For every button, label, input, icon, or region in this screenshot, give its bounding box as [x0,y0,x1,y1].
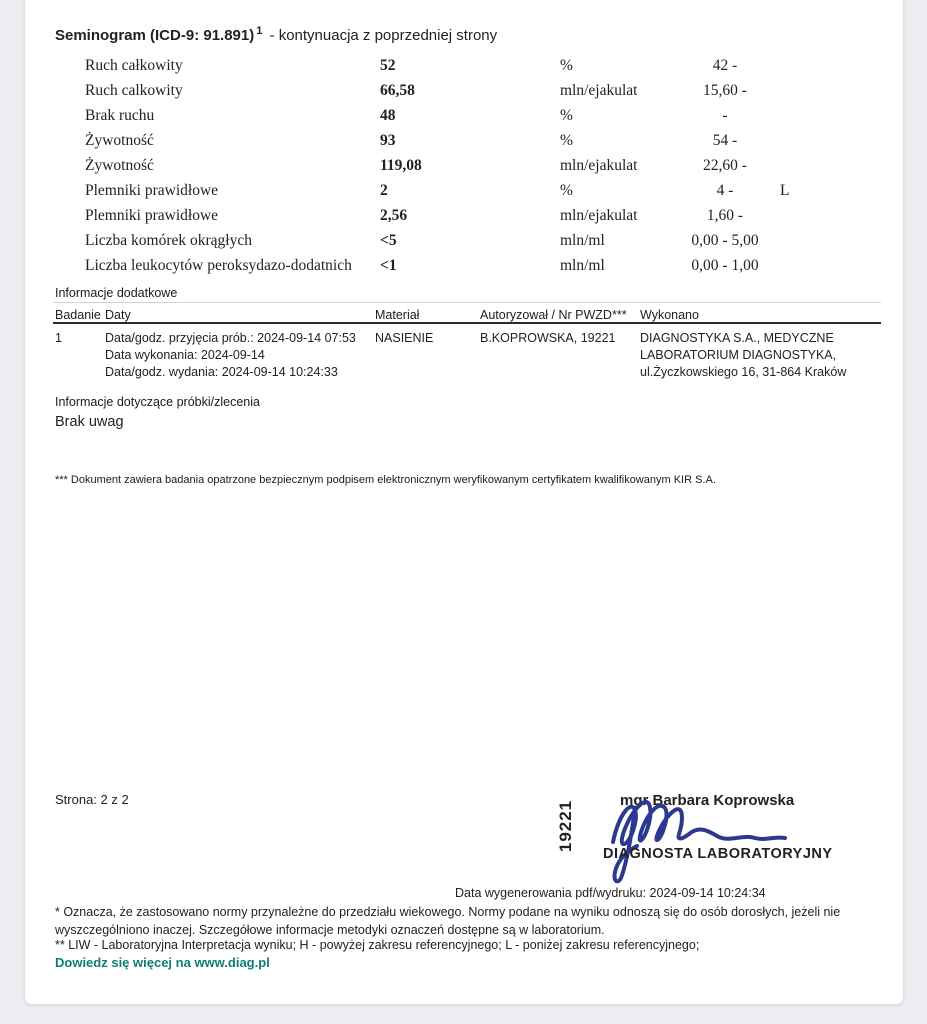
result-value: <1 [380,257,397,274]
results-list [25,57,903,282]
parameter-name: Liczba leukocytów peroksydazo-dodatnich [85,257,352,274]
result-row [25,132,903,157]
date-received: Data/godz. przyjęcia prób.: 2024-09-14 07:53 [105,331,356,345]
result-row [25,232,903,257]
reference-range: 42 - [712,57,738,74]
reference-range: 4 - [716,182,734,199]
title-test-name: Seminogram (ICD-9: 91.891) [55,27,255,44]
parameter-name: Żywotność [85,157,154,174]
signatory-role: DIAGNOSTA LABORATORYJNY [603,846,833,862]
diag-website-link[interactable]: Dowiedz się więcej na www.diag.pl [55,955,270,970]
result-unit: % [560,132,573,149]
parameter-name: Żywotność [85,132,154,149]
title-footnote-marker: 1 [256,25,263,37]
result-unit: mln/ejakulat [560,157,638,174]
col-header-autoryzowal: Autoryzował / Nr PWZD*** [480,308,627,322]
parameter-name: Plemniki prawidłowe [85,182,219,199]
result-unit: % [560,182,573,199]
reference-range: 54 - [712,132,738,149]
result-unit: mln/ml [560,257,605,274]
result-row [25,257,903,282]
parameter-name: Brak ruchu [85,107,155,124]
additional-info-heading: Informacje dodatkowe [55,286,178,300]
authorized-by-cell: B.KOPROWSKA, 19221 [480,331,616,345]
signatory-name: mgr Barbara Koprowska [620,792,795,809]
result-unit: mln/ejakulat [560,207,638,224]
dates-cell [105,330,356,381]
handwritten-signature-icon [585,784,795,884]
result-value: 66,58 [380,82,415,99]
footnote-liw-legend: ** LIW - Laboratoryjna Interpretacja wyniku; H - powyżej zakresu referencyjnego; L - poniżej zakresu referencyjnego; [55,938,700,952]
result-value: <5 [380,232,397,249]
material-cell: NASIENIE [375,331,434,345]
badanie-number: 1 [55,331,62,345]
parameter-name: Liczba komórek okrągłych [85,232,252,249]
result-unit: mln/ml [560,232,605,249]
page-title [55,25,497,44]
result-value: 2 [380,182,388,199]
col-header-daty: Daty [105,308,131,322]
parameter-name: Ruch calkowity [85,82,183,99]
col-header-badanie: Badanie [55,308,101,322]
generated-timestamp: Data wygenerowania pdf/wydruku: 2024-09-14 10:24:34 [455,886,766,900]
result-unit: % [560,107,573,124]
table-header-divider [53,322,881,324]
signature-license-number: 19221 [556,799,575,853]
result-value: 93 [380,132,396,149]
signature-block [545,778,833,886]
certificate-note: *** Dokument zawiera badania opatrzone bezpiecznym podpisem elektronicznym weryfikowanym certyfikatem kwalifikowanym KIR S.A. [55,474,716,486]
result-row [25,57,903,82]
col-header-material: Materiał [375,308,420,322]
result-value: 48 [380,107,396,124]
title-continuation: - kontynuacja z poprzedniej strony [269,27,498,44]
table-top-divider [53,302,881,303]
reference-range: 1,60 - [706,207,744,224]
page-number: Strona: 2 z 2 [55,792,129,807]
parameter-name: Ruch całkowity [85,57,183,74]
report-page [25,0,903,1004]
result-row [25,157,903,182]
reference-range: 15,60 - [703,82,747,99]
result-row [25,182,903,207]
result-value: 119,08 [380,157,422,174]
col-header-wykonano: Wykonano [640,308,699,322]
date-issued: Data/godz. wydania: 2024-09-14 10:24:33 [105,365,338,379]
reference-range: 0,00 - 1,00 [691,257,759,274]
result-flag-low: L [780,182,790,199]
result-unit: % [560,57,573,74]
result-row [25,107,903,132]
footnote-age-norms: * Oznacza, że zastosowano normy przynależne do przedziału wiekowego. Normy podane na wyniku odnoszą się do osób dorosłych, jeżeli nie wyszczególniono inaczej. Szczegółowe informacje metodyki oznaczeń dostępne są w laboratorium. [55,905,841,937]
result-value: 2,56 [380,207,408,224]
performed-at-cell: DIAGNOSTYKA S.A., MEDYCZNE LABORATORIUM DIAGNOSTYKA, ul.Życzkowskiego 16, 31-864 Kraków [640,331,847,379]
result-row [25,82,903,107]
reference-range: 0,00 - 5,00 [691,232,759,249]
date-performed: Data wykonania: 2024-09-14 [105,348,265,362]
result-unit: mln/ejakulat [560,82,638,99]
sample-info-note: Brak uwag [55,414,124,430]
result-value: 52 [380,57,396,74]
parameter-name: Plemniki prawidłowe [85,207,219,224]
reference-range: - [722,107,728,124]
reference-range: 22,60 - [703,157,747,174]
result-row [25,207,903,232]
sample-info-heading: Informacje dotyczące próbki/zlecenia [55,395,260,409]
